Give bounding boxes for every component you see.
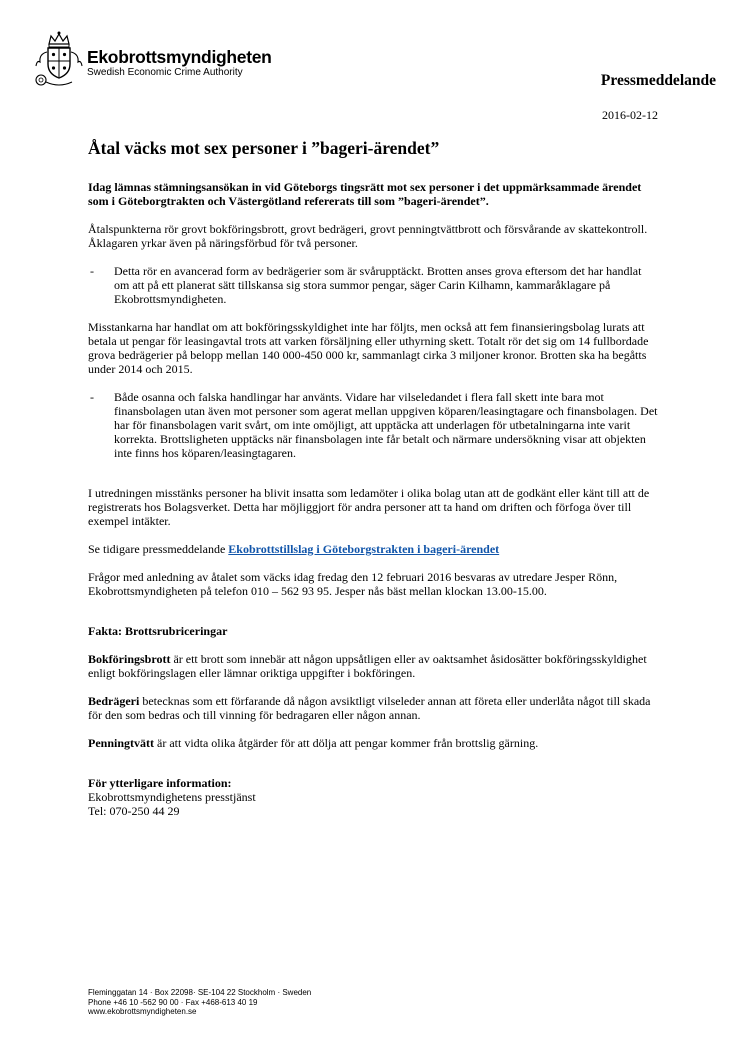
article-lead: Idag lämnas stämningsansökan in vid Göteborgs tingsrätt mot sex personer i det uppmärksammade ärendet som i Göteborgtrakten och Västergötland refererats till som ”bageri-ärendet”.	[88, 180, 642, 208]
footer-address: Fleminggatan 14 · Box 22098· SE-104 22 Stockholm · Sweden	[88, 988, 312, 997]
facts-heading: Fakta: Brottsrubriceringar	[88, 624, 228, 638]
coat-of-arms-icon	[34, 30, 84, 90]
quote-block	[88, 264, 658, 306]
see-earlier-prefix: Se tidigare pressmeddelande	[88, 542, 229, 556]
contact-phone: Tel: 070-250 44 29	[88, 804, 180, 818]
paragraph-suspicions: Misstankarna har handlat om att bokföringsskyldighet inte har följts, men också att fem finansieringsbolag lurats att betala ut pengar för leasingavtal trots att varken försäljning eller uthyrning skett. Totalt rör det sig om 14 fullbordade grova bedrägerier på belopp mellan 140 000-450 000 kr, sammanlagt cirka 3 miljoner kronor. Brotten ska ha begåtts under 2014 och 2015.	[88, 320, 649, 376]
contact-heading: För ytterligare information:	[88, 776, 232, 790]
fact-definition: är att vidta olika åtgärder för att dölja att pengar kommer från brottslig gärning.	[154, 736, 539, 750]
paragraph-charges: Åtalspunkterna rör grovt bokföringsbrott, grovt bedrägeri, grovt penningtvättbrott och försvårande av skattekontroll. Åklagaren yrkar även på näringsförbud för två personer.	[88, 222, 648, 250]
article-body	[88, 134, 658, 818]
paragraph-investigation: I utredningen misstänks personer ha blivit insatta som ledamöter i olika bolag utan att de godkänt eller känt till att de registrerats hos Bolagsverket. Detta har möjliggjort för andra personer att ta hand om driften och förfoga över till exempel intäkter.	[88, 486, 650, 528]
quote-text: Detta rör en avancerad form av bedrägerier som är svårupptäckt. Brotten anses grova eftersom det har handlat om att på ett planerat sätt tillskansa sig stora summor pengar, säger Carin Kilhamn, kammaråklagare på Ekobrottsmyndigheten.	[114, 264, 642, 306]
paragraph-questions: Frågor med anledning av åtalet som väcks idag fredag den 12 februari 2016 besvaras av utredare Jesper Rönn, Ekobrottsmyndigheten på telefon 010 – 562 93 95. Jesper nås bäst mellan klockan 13.00-15.00.	[88, 570, 618, 598]
earlier-press-release-link[interactable]: Ekobrottstillslag i Göteborgstrakten i bageri-ärendet	[228, 542, 500, 556]
dash-marker: -	[90, 264, 94, 278]
dash-marker: -	[90, 390, 94, 404]
footer-website[interactable]: www.ekobrottsmyndigheten.se	[88, 1007, 197, 1016]
fact-term: Bokföringsbrott	[88, 652, 171, 666]
fact-definition: är ett brott som innebär att någon uppsåtligen eller av oaktsamhet åsidosätter bokföringsskyldighet enligt bokföringslagen eller lämnar oriktiga uppgifter i bokföringen.	[88, 652, 647, 680]
fact-item	[88, 652, 658, 680]
quote-block	[88, 390, 658, 460]
fact-item	[88, 736, 658, 750]
fact-term: Bedrägeri	[88, 694, 140, 708]
fact-definition: betecknas som ett förfarande då någon avsiktligt vilseleder annan att företa eller underlåta något till skada för den som bedras och till vinning för bedragaren eller någon annan.	[88, 694, 651, 722]
brand-name: Ekobrottsmyndigheten	[87, 47, 272, 67]
press-date: 2016-02-12	[602, 108, 658, 122]
page-header	[32, 26, 716, 96]
document-type: Pressmeddelande	[600, 72, 716, 89]
article-title: Åtal väcks mot sex personer i ”bageri-ärendet”	[88, 138, 440, 158]
quote-text: Både osanna och falska handlingar har använts. Vidare har vilseledandet i flera fall skett inte bara mot finansbolagen utan även mot personer som agerat mellan uppgiven köparen/leasingtagare och finansbolagen. Det har för finansbolagen varit svårt, om inte omöjligt, att upptäcka att underlagen för utbetalningarna inte varit korrekta. Brottsligheten upptäcks när finansbolagen inte får betalt och närmare undersökning visar att objekten inte finns hos köparen/leasingtagaren.	[114, 390, 658, 460]
brand-block	[87, 48, 272, 79]
see-earlier	[88, 542, 658, 556]
contact-block	[88, 776, 658, 818]
page-footer	[88, 988, 311, 1017]
fact-term: Penningtvätt	[88, 736, 154, 750]
agency-logo[interactable]	[32, 26, 292, 92]
fact-item	[88, 694, 658, 722]
footer-phone: Phone +46 10 -562 90 00 · Fax +468-613 40 19	[88, 997, 258, 1007]
brand-subtitle: Swedish Economic Crime Authority	[87, 67, 243, 78]
contact-name: Ekobrottsmyndighetens presstjänst	[88, 790, 256, 804]
